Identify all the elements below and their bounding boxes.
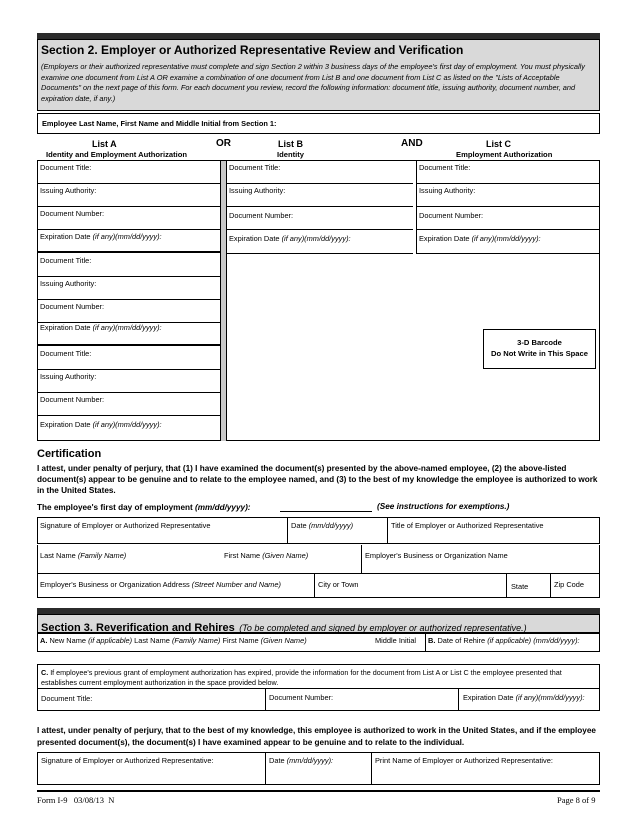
documents-grid (37, 160, 600, 441)
reverify-doc-title-field[interactable] (38, 689, 266, 710)
section3-header (37, 614, 600, 634)
list-c-expiration-field[interactable] (417, 230, 599, 254)
field-label: Document Number: (40, 302, 105, 311)
first-day-label: The employee's first day of employment (mm/dd/yyyy): (37, 503, 251, 512)
section2-instructions: (Employers or their authorized representative must complete and sign Section 2 within 3 business days of the employee's first day of employment. You must physically examine one document from List A OR examine a combination of one document from List B and one document from List C as listed on the "Lists of Acceptable Documents" on the next page of this form. For each document you review, record the following information: document title, issuing authority, document number, and expiration date, if any.) (41, 62, 585, 103)
field-label: Expiration Date (if any)(mm/dd/yyyy): (40, 232, 162, 241)
list-a-doc2-title-field[interactable] (38, 254, 221, 277)
field-label: Signature of Employer or Authorized Representative (40, 521, 211, 530)
reverify-signature-field[interactable] (38, 753, 266, 784)
field-label: Middle Initial (375, 636, 417, 645)
page-number: Page 8 of 9 (557, 795, 596, 805)
list-a-doc1-title-field[interactable] (38, 161, 221, 184)
field-label: Document Title: (40, 349, 92, 358)
field-label: A. New Name (if applicable) Last Name (Family Name) First Name (Given Name) (40, 636, 307, 645)
form-identifier: Form I-9 03/08/13 N (37, 795, 115, 805)
reverify-date-field[interactable] (266, 753, 372, 784)
list-c-number-field[interactable] (417, 207, 599, 230)
employer-first-name-field[interactable] (222, 545, 362, 573)
field-label: Expiration Date (if any)(mm/dd/yyyy): (40, 420, 162, 429)
employee-name-field[interactable] (37, 113, 600, 134)
field-label: Date (mm/dd/yyyy): (269, 756, 334, 765)
business-name-field[interactable] (362, 545, 599, 573)
field-label: State (511, 582, 529, 591)
field-label: Last Name (Family Name) (40, 551, 127, 560)
list-b-subtitle: Identity (277, 150, 305, 159)
field-label: Expiration Date (if any)(mm/dd/yyyy): (229, 234, 351, 243)
barcode-label-line2: Do Not Write in This Space (491, 349, 588, 358)
list-a-doc3-title-field[interactable] (38, 347, 221, 370)
and-label: AND (401, 138, 423, 149)
column-divider (416, 161, 417, 254)
list-b-column (227, 161, 416, 254)
section2-header (37, 39, 600, 111)
certification-title: Certification (37, 448, 102, 460)
reverify-expiration-field[interactable] (459, 689, 599, 710)
names-row (37, 545, 600, 574)
list-a-subtitle: Identity and Employment Authorization (46, 150, 188, 159)
list-b-title: List B (278, 139, 304, 149)
field-label: Document Title: (229, 163, 281, 172)
section2-title: Section 2. Employer or Authorized Representative Review and Verification (41, 43, 464, 57)
field-label: First Name (Given Name) (224, 551, 309, 560)
field-label: Document Title: (40, 163, 92, 172)
field-label: City or Town (318, 580, 359, 589)
section3-ab-row (37, 632, 600, 652)
footer-rule (37, 790, 600, 792)
list-c-title-field[interactable] (417, 161, 599, 184)
field-label: Document Number: (269, 693, 334, 702)
first-day-input[interactable] (280, 511, 372, 512)
list-b-number-field[interactable] (227, 207, 413, 230)
field-label: Issuing Authority: (40, 279, 97, 288)
list-a-doc3-expiration-field[interactable] (38, 416, 221, 441)
certification-text: I attest, under penalty of perjury, that (1) I have examined the document(s) presented by the above-named employee, (2) the above-listed document(s) appear to be genuine and to relate to the employee named, and (3) to the best of my knowledge the employee is authorized to work in the United States. (37, 464, 598, 495)
barcode-label-line1: 3-D Barcode (517, 338, 562, 347)
business-address-field[interactable] (38, 574, 315, 597)
list-c-subtitle: Employment Authorization (456, 150, 553, 159)
section3-attestation: I attest, under penalty of perjury, that to the best of my knowledge, this employee is authorized to work in the United States, and if the employee presented document(s), the document(s) I have examined appear to be genuine and to relate to the individual. (37, 726, 596, 747)
section3-c-text: C. If employee's previous grant of employment authorization has expired, provide the information for the document from List A or List C the employee presented that establishes current employment authorization in the space provided below. (41, 668, 562, 687)
address-row (37, 573, 600, 598)
section3-c-block (37, 664, 600, 711)
employer-title-field[interactable] (388, 518, 599, 543)
field-label: Employer's Business or Organization Name (365, 551, 508, 560)
list-b-issuing-field[interactable] (227, 184, 413, 207)
list-a-doc1-expiration-field[interactable] (38, 230, 221, 253)
field-label: Zip Code (554, 580, 584, 589)
see-instructions-note: (See instructions for exemptions.) (377, 502, 510, 511)
field-label: Issuing Authority: (229, 186, 286, 195)
reverify-doc-number-field[interactable] (266, 689, 459, 710)
field-label: Expiration Date (if any)(mm/dd/yyyy): (40, 323, 162, 332)
or-label: OR (216, 138, 231, 149)
field-label: Title of Employer or Authorized Representative (391, 521, 544, 530)
section3-signature-row (37, 752, 600, 785)
list-b-title-field[interactable] (227, 161, 413, 184)
list-a-column (37, 161, 221, 441)
field-label: Document Number: (40, 395, 105, 404)
field-label: Document Title: (419, 163, 471, 172)
field-label: B. Date of Rehire (if applicable) (mm/dd/yyyy): (428, 636, 580, 645)
field-label: Expiration Date (if any)(mm/dd/yyyy): (419, 234, 541, 243)
list-a-doc2-issuing-field[interactable] (38, 277, 221, 300)
employee-name-label: Employee Last Name, First Name and Middle Initial from Section 1: (42, 119, 277, 128)
list-a-doc2-number-field[interactable] (38, 300, 221, 323)
field-label: Date (mm/dd/yyyy) (291, 521, 354, 530)
reverify-print-name-field[interactable] (372, 753, 599, 784)
rehire-date-field[interactable] (426, 633, 599, 651)
employer-signature-field[interactable] (38, 518, 288, 543)
field-label: Issuing Authority: (40, 372, 97, 381)
signature-date-field[interactable] (288, 518, 388, 543)
city-field[interactable] (315, 574, 507, 597)
list-a-doc1-number-field[interactable] (38, 207, 221, 230)
column-divider (220, 161, 227, 441)
list-a-doc3-issuing-field[interactable] (38, 370, 221, 393)
list-a-title: List A (92, 139, 117, 149)
field-label: Expiration Date (if any)(mm/dd/yyyy): (463, 693, 585, 702)
field-label: Document Number: (40, 209, 105, 218)
field-label: Employer's Business or Organization Address (Street Number and Name) (40, 580, 281, 589)
state-field[interactable] (507, 574, 551, 597)
field-label: Document Title: (40, 256, 92, 265)
list-a-doc1-issuing-field[interactable] (38, 184, 221, 207)
field-label: Document Number: (419, 211, 484, 220)
barcode-area (483, 329, 596, 369)
field-label: Document Title: (41, 694, 93, 703)
section3-title: Section 3. Reverification and Rehires (To be completed and signed by employer or authorized representative.) (41, 622, 527, 634)
field-label: Signature of Employer or Authorized Representative: (41, 756, 214, 765)
list-c-column (417, 161, 599, 254)
field-label: Document Number: (229, 211, 294, 220)
list-a-doc2-expiration-field[interactable] (38, 323, 221, 346)
signature-row (37, 517, 600, 544)
list-c-issuing-field[interactable] (417, 184, 599, 207)
field-label: Issuing Authority: (40, 186, 97, 195)
field-label: Print Name of Employer or Authorized Representative: (375, 756, 553, 765)
list-a-doc3-number-field[interactable] (38, 393, 221, 416)
list-c-title: List C (486, 139, 512, 149)
field-label: Issuing Authority: (419, 186, 476, 195)
new-name-field[interactable] (38, 633, 426, 651)
zip-field[interactable] (551, 574, 599, 597)
list-b-expiration-field[interactable] (227, 230, 413, 254)
employer-last-name-field[interactable] (38, 545, 222, 573)
